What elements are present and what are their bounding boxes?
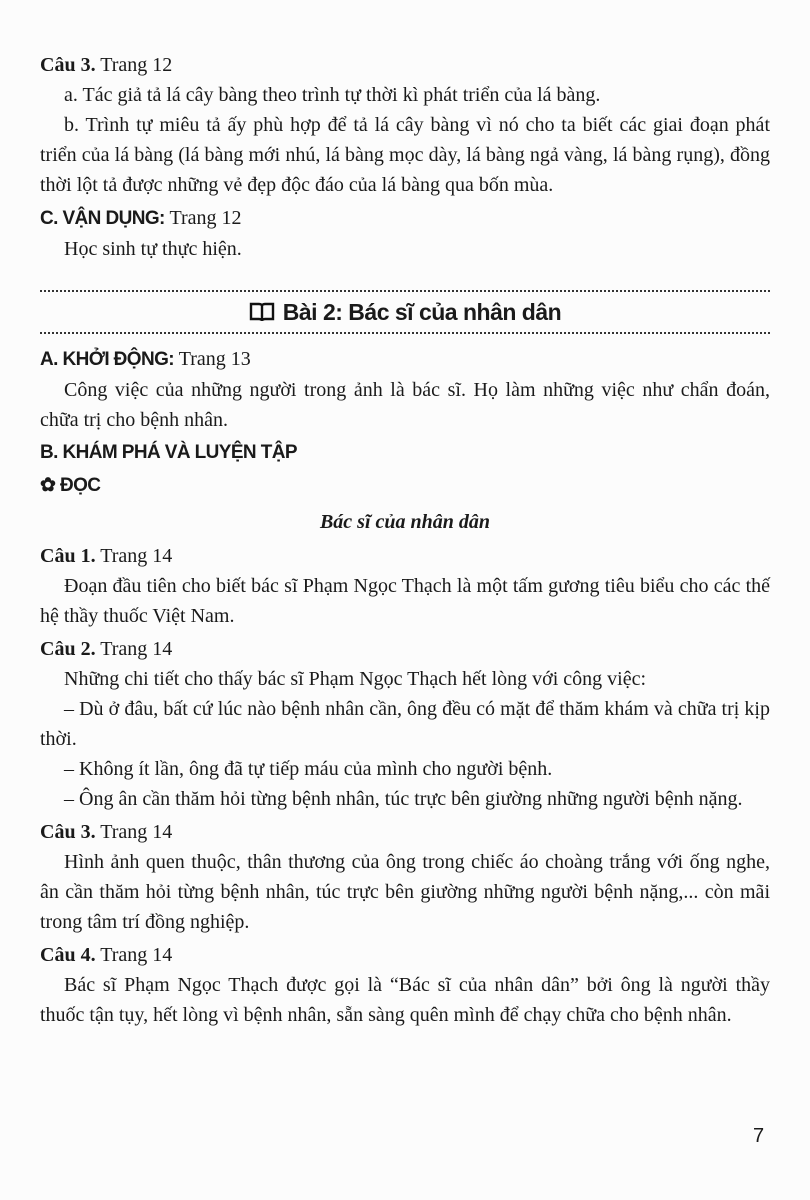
document-page [40, 47, 770, 1030]
read-heading: ✿ ĐỌC [40, 475, 101, 496]
question-page: Trang 14 [100, 821, 173, 843]
section-label: A. KHỞI ĐỘNG: [40, 349, 175, 370]
question-label: Câu 3. [40, 821, 96, 843]
question-page: Trang 12 [100, 54, 173, 76]
book-icon [249, 301, 275, 323]
question-page: Trang 14 [100, 638, 173, 660]
answer-line: – Dù ở đâu, bất cứ lúc nào bệnh nhân cần, ông đều có mặt để thăm khám và chữa trị kịp thời. [40, 698, 770, 750]
section-page: Trang 13 [178, 348, 251, 370]
lesson-title: Bài 2: Bác sĩ của nhân dân [282, 299, 562, 325]
section-b-heading: B. KHÁM PHÁ VÀ LUYỆN TẬP [40, 442, 297, 463]
question-heading [40, 50, 770, 80]
question-heading [40, 541, 770, 571]
question-label: Câu 1. [40, 545, 96, 567]
answer-line: Bác sĩ Phạm Ngọc Thạch được gọi là “Bác sĩ của nhân dân” bởi ông là người thầy thuốc tận tụy, hết lòng vì bệnh nhân, sẵn sàng quên mình để chạy chữa cho bệnh nhân. [40, 974, 770, 1026]
section-a-heading [40, 344, 770, 375]
questions-list [40, 541, 770, 1030]
section-c-heading [40, 203, 770, 234]
section-label: C. VẬN DỤNG: [40, 208, 165, 229]
reading-title: Bác sĩ của nhân dân [319, 511, 491, 533]
question-heading [40, 940, 770, 970]
page-number: 7 [753, 1125, 765, 1147]
answer-line: Đoạn đầu tiên cho biết bác sĩ Phạm Ngọc Thạch là một tấm gương tiêu biểu cho các thế hệ thầy thuốc Việt Nam. [40, 575, 770, 627]
section-a-text: Công việc của những người trong ảnh là bác sĩ. Họ làm những việc như chẩn đoán, chữa trị cho bệnh nhân. [40, 379, 770, 431]
question-label: Câu 3. [40, 54, 96, 76]
question-page: Trang 14 [100, 944, 173, 966]
question-page: Trang 14 [100, 545, 173, 567]
question-heading [40, 817, 770, 847]
answer-line: Hình ảnh quen thuộc, thân thương của ông trong chiếc áo choàng trắng với ống nghe, ân cần thăm hỏi từng bệnh nhân, túc trực bên giường những người bệnh nặng,... còn mãi trong tâm trí đồng nghiệp. [40, 851, 770, 933]
answer-line: – Không ít lần, ông đã tự tiếp máu của mình cho người bệnh. [64, 758, 553, 780]
lesson-heading [40, 292, 770, 332]
answer-line: – Ông ân cần thăm hỏi từng bệnh nhân, túc trực bên giường những người bệnh nặng. [64, 788, 743, 810]
question-label: Câu 2. [40, 638, 96, 660]
section-c-text: Học sinh tự thực hiện. [64, 238, 242, 260]
answer-a: a. Tác giả tả lá cây bàng theo trình tự thời kì phát triển của lá bàng. [64, 84, 601, 106]
question-label: Câu 4. [40, 944, 96, 966]
question-heading [40, 634, 770, 664]
section-page: Trang 12 [169, 207, 242, 229]
divider [40, 332, 770, 334]
answer-b: b. Trình tự miêu tả ấy phù hợp để tả lá cây bàng vì nó cho ta biết các giai đoạn phát triển của lá bàng (lá bàng mới nhú, lá bàng mọc dày, lá bàng ngả vàng, lá bàng rụng), đồng thời lột tả được những vẻ đẹp độc đáo của lá bàng qua bốn mùa. [40, 114, 770, 196]
answer-line: Những chi tiết cho thấy bác sĩ Phạm Ngọc Thạch hết lòng với công việc: [64, 668, 647, 690]
